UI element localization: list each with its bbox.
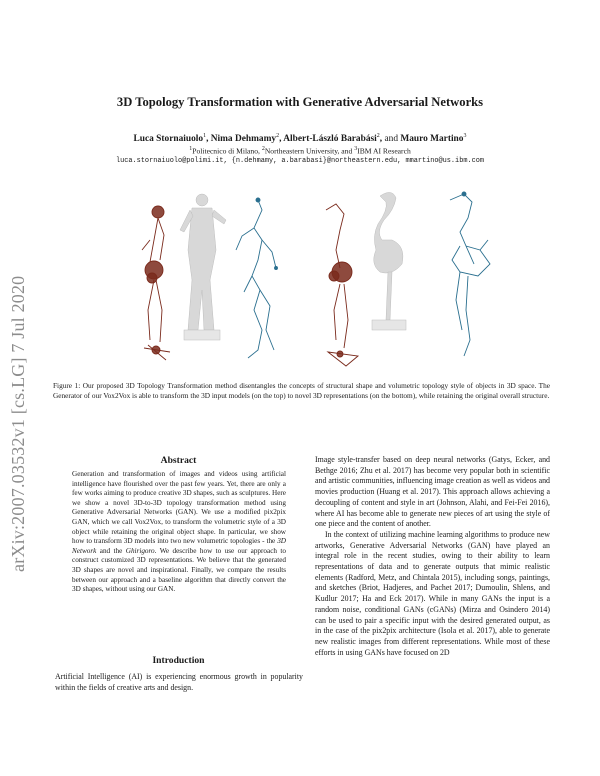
affiliation: Politecnico di Milano, [192,146,260,156]
abstract-emphasis: Ghirigoro [125,546,155,555]
ghirigoro-flamingo [326,204,358,366]
arxiv-stamp: arXiv:2007.03532v1 [cs.LG] 7 Jul 2020 [8,275,28,572]
abstract-emphasis: 3D Network [72,537,286,555]
author-list: Luca Stornaiuolo$^1$, Nima Dehmamy$^2$, Albert-László Barabási$^2$, and Mauro Martino$^3$ [133,133,467,145]
body-paragraph: In the context of utilizing machine learning algorithms to produce new artworks, Generative Adversarial Networks (GAN) have played an integral role in the recent studies, owing to their ability to learn representations of data and to generate outputs that mimic realistic elements (Radford, Metz, and Chintala 2015), including songs, paintings, and sketches (Briot, Hadjeres, and Pachet 2017; Dumoulin, Shlens, and Kudlur 2017; Ha and Eck 2017). While in many GANs the input is a random noise, conditional GANs (cGANs) (Mirza and Osindero 2014) can be used to pair a specific input with the desired generated output, as in the case of the pix2pix architecture (Isola et al. 2017), able to generate new realistic images from different representations. While most of these efforts in using GANs have focused on 2D [315,529,550,657]
introduction-heading: Introduction [152,655,205,666]
network-statue-1 [236,198,278,358]
teaser-figure [130,180,535,370]
affil-mark: 3 [354,146,358,152]
author-name: Nima Dehmamy [210,134,277,145]
author-and: and [384,134,399,145]
abstract-part: . We describe how to use our approach to construct customized 3D representations. We believe that the generated 3D shapes are novel and inspirational. Finally, we compare the results between our approach and a baseline algorithm that directly convert the 3D shapes, without using our GAN. [72,546,286,594]
author-emails: luca.stornaiuolo@polimi.it, {n.dehmamy, a.barabasi}@northeastern.edu, mmartino@us.ibm.com [115,157,485,165]
author-affil-mark: 2 [276,133,280,139]
author-affil-mark: 1 [203,133,207,139]
author-name: Albert-László Barabási [283,134,377,145]
abstract-heading: Abstract [160,455,197,466]
author-name: Luca Stornaiuolo [133,134,204,145]
body-paragraph: Image style-transfer based on deep neural networks (Gatys, Ecker, and Bethge 2016; Zhu et al. 2017) has become very popular both in scientific and artistic communities, influencing image creation as well as videos and movies production (Huang et al. 2017). This approach allows achieving a decoupling of content and style in art (Johnson, Alahi, and Fei-Fei 2016), where AI has become able to generate new pieces of art using the style of one piece and the content of another. [315,455,550,529]
human-statue [180,194,226,340]
author-affil-mark: 2 [376,133,380,139]
ghirigoro-statue-1 [142,206,170,360]
author-name: Mauro Martino [400,134,464,145]
affiliation: IBM AI Research [357,146,411,156]
affiliation: Northeastern University, and [264,146,353,156]
abstract-part: and the [96,546,126,555]
right-column [315,455,550,658]
affil-mark: 1 [189,146,193,152]
abstract-text [72,470,286,595]
figure-caption: Figure 1: Our proposed 3D Topology Transformation method disentangles the concepts of structural shape and volumetric topology style of objects in 3D space. The Generator of our Vox2Vox is able to transform the 3D input models (on the top) to novel 3D representations (on the bottom), while retaining the original overall structure. [53,381,550,401]
affiliations [0,146,600,156]
flamingo-statue [372,192,406,330]
author-affil-mark: 3 [463,133,467,139]
paper-title: 3D Topology Transformation with Generative Adversarial Networks [116,95,484,109]
affil-mark: 2 [261,146,265,152]
introduction-text: Artificial Intelligence (AI) is experiencing enormous growth in popularity within the fields of creative arts and design. [55,672,303,692]
abstract-part: Generation and transformation of images and videos using artificial intelligence have flourished over the past few years. Yet, there are only a few works aiming to produce creative 3D shapes, such as sculptures. Here we show a novel 3D-to-3D topology transformation method using Generative Adversarial Networks (GAN). We use a modified pix2pix GAN, which we call Vox2Vox, to transform the volumetric style of a 3D object while retaining the original object shape. In particular, we show how to transform 3D models into two new volumetric topologies - the [72,470,286,546]
network-flamingo [450,192,490,356]
